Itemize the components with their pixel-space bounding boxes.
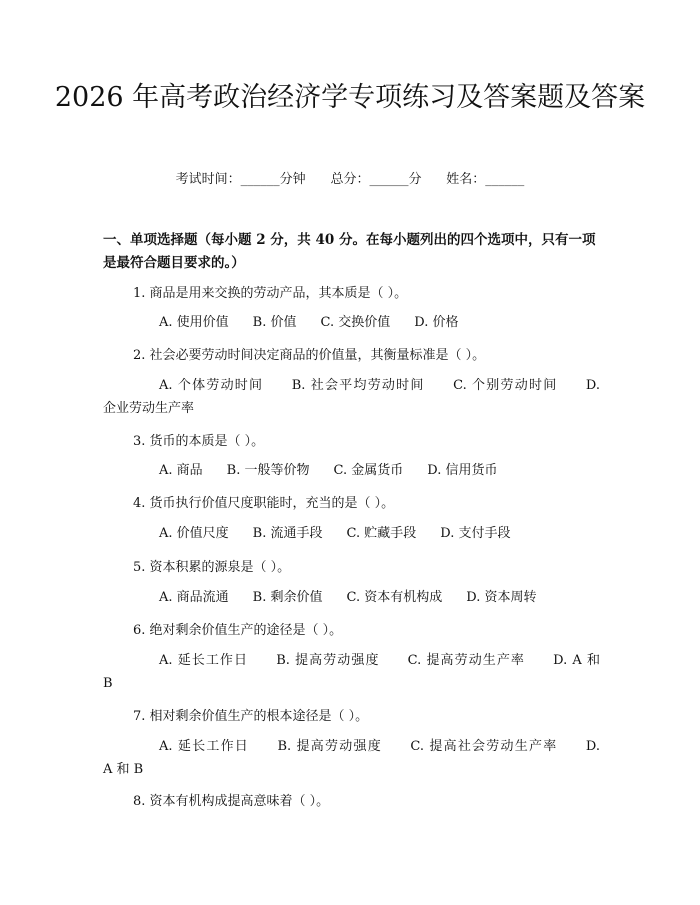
options-line-2: B	[103, 676, 113, 691]
question-1-options	[103, 311, 600, 334]
question-7-options	[103, 735, 600, 781]
question-3-options	[103, 459, 600, 482]
document-title: 2026 年高考政治经济学专项练习及答案题及答案	[54, 82, 646, 113]
option-a: A. 商品	[159, 463, 203, 478]
question-2-options	[103, 374, 600, 420]
exam-time-field: 考试时间：______分钟	[175, 172, 306, 187]
option-d: D. 信用货币	[427, 463, 498, 478]
option-c: C. 贮藏手段	[346, 526, 417, 541]
name-field: 姓名：______	[446, 172, 525, 187]
options-line-2: 企业劳动生产率	[103, 401, 195, 416]
options-line-1: A. 延长工作日 B. 提高劳动强度 C. 提高劳动生产率 D. A 和	[159, 653, 600, 668]
option-b: B. 一般等价物	[226, 463, 310, 478]
question-6-stem: 6. 绝对剩余价值生产的途径是（ ）。	[133, 623, 343, 638]
option-d: D. 价格	[414, 315, 459, 330]
exam-info-line	[0, 168, 700, 187]
question-1-stem: 1. 商品是用来交换的劳动产品，其本质是（ ）。	[133, 286, 408, 301]
options-line-2: A 和 B	[103, 762, 144, 777]
option-a: A. 商品流通	[159, 590, 229, 605]
option-c: C. 资本有机构成	[346, 590, 443, 605]
question-6-options	[103, 649, 600, 695]
option-a: A. 使用价值	[159, 315, 229, 330]
question-5-options	[103, 586, 600, 609]
options-line-1: A. 个体劳动时间 B. 社会平均劳动时间 C. 个别劳动时间 D.	[159, 378, 600, 393]
option-c: C. 金属货币	[333, 463, 404, 478]
question-3-stem: 3. 货币的本质是（ ）。	[133, 434, 265, 449]
total-score-field: 总分：______分	[330, 172, 422, 187]
question-5-stem: 5. 资本积累的源泉是（ ）。	[133, 560, 291, 575]
option-b: B. 流通手段	[252, 526, 323, 541]
option-b: B. 剩余价值	[252, 590, 323, 605]
section-header: 一、单项选择题（每小题 2 分，共 40 分。在每小题列出的四个选项中，只有一项是最符合题目要求的。）	[103, 232, 596, 271]
option-a: A. 价值尺度	[159, 526, 229, 541]
option-d: D. 支付手段	[440, 526, 511, 541]
options-line-1: A. 延长工作日 B. 提高劳动强度 C. 提高社会劳动生产率 D.	[159, 739, 600, 754]
question-7-stem: 7. 相对剩余价值生产的根本途径是（ ）。	[133, 709, 369, 724]
question-4-stem: 4. 货币执行价值尺度职能时，充当的是（ ）。	[133, 496, 395, 511]
option-c: C. 交换价值	[320, 315, 391, 330]
question-4-options	[103, 522, 600, 545]
question-8-stem: 8. 资本有机构成提高意味着（ ）。	[133, 794, 330, 809]
question-2-stem: 2. 社会必要劳动时间决定商品的价值量，其衡量标准是（ ）。	[133, 348, 486, 363]
option-b: B. 价值	[252, 315, 297, 330]
option-d: D. 资本周转	[466, 590, 537, 605]
